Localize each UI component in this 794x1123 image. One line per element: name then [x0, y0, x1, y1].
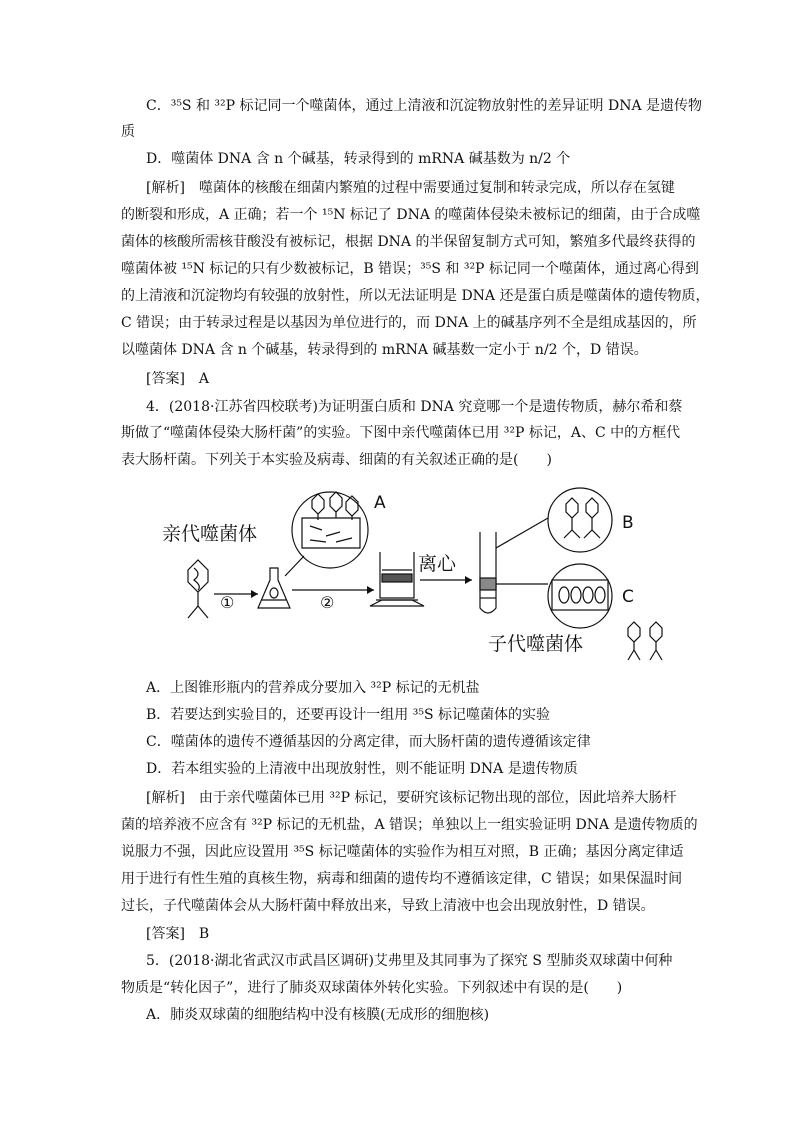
q3-option-c-line2: 质 — [121, 124, 135, 140]
q4-analysis-line: 说服力不强，因此应设置用 ³⁵S 标记噬菌体的实验作为相互对照，B 正确；基因分离定律适 — [121, 844, 684, 860]
q3-analysis-line: 的上清液和沉淀物均有较强的放射性，所以无法证明是 DNA 还是蛋白质是噬菌体的遗传物质， — [121, 288, 710, 304]
q4-option-d: D．若本组实验的上清液中出现放射性，则不能证明 DNA 是遗传物质 — [146, 761, 578, 777]
q3-option-d: D．噬菌体 DNA 含 n 个碱基，转录得到的 mRNA 碱基数为 n/2 个 — [146, 151, 571, 167]
step1-label: ① — [220, 593, 235, 612]
q4-analysis-line: 过长，子代噬菌体会从大肠杆菌中释放出来，导致上清液中也会出现放射性，D 错误。 — [121, 898, 655, 914]
q3-analysis-line: C 错误；由于转录过程是以基因为单位进行的，而 DNA 上的碱基序列不全是组成基因的，所 — [121, 315, 697, 331]
q4-stem-line: 表大肠杆菌。下列关于本实验及病毒、细菌的有关叙述正确的是( ) — [121, 452, 552, 468]
q3-answer: [答案] A — [146, 371, 210, 387]
step2-label: ② — [320, 593, 335, 612]
offspring-phage-icon — [628, 622, 662, 660]
parent-phage-label: 亲代噬菌体 — [162, 523, 258, 545]
arrow-step2-head — [367, 586, 374, 594]
q5-option-a: A．肺炎双球菌的细胞结构中没有核膜(无成形的细胞核) — [146, 1007, 490, 1023]
beaker-icon — [370, 552, 424, 606]
offspring-phage-label: 子代噬菌体 — [488, 633, 584, 655]
q3-analysis-line: 菌体的核酸所需核苷酸没有被标记，根据 DNA 的半保留复制方式可知，繁殖多代最终获得的 — [121, 234, 696, 250]
label-a: A — [374, 493, 386, 513]
q4-answer: [答案] B — [146, 926, 210, 942]
supernatant-closeup-b — [548, 488, 612, 552]
parent-phage-icon — [188, 560, 208, 618]
q4-option-a: A．上图锥形瓶内的营养成分要加入 ³²P 标记的无机盐 — [146, 680, 480, 696]
q3-analysis-line: 的断裂和形成，A 正确；若一个 ¹⁵N 标记了 DNA 的噬菌体侵染未被标记的细菌，由于合成噬 — [121, 207, 701, 223]
q3-analysis-line: 以噬菌体 DNA 含 n 个碱基，转录得到的 mRNA 碱基数一定小于 n/2 个，D 错误。 — [121, 342, 648, 358]
arrow-centrifuge-head — [465, 576, 472, 584]
label-c: C — [622, 587, 634, 607]
sediment-closeup-c — [548, 564, 612, 628]
q5-stem-line: 物质是“转化因子”，进行了肺炎双球菌体外转化实验。下列叙述中有误的是( ) — [121, 980, 623, 996]
q4-analysis-line: [解析] 由于亲代噬菌体已用 ³²P 标记，要研究该标记物出现的部位，因此培养大肠杆 — [146, 790, 677, 806]
q3-analysis-line: 噬菌体被 ¹⁵N 标记的只有少数被标记，B 错误；³⁵S 和 ³²P 标记同一个噬菌体，通过离心得到 — [121, 261, 699, 277]
q4-stem-line: 4．(2018·江苏省四校联考)为证明蛋白质和 DNA 究竟哪一个是遗传物质，赫尔希和蔡 — [146, 399, 683, 415]
q4-option-c: C．噬菌体的遗传不遵循基因的分离定律，而大肠杆菌的遗传遵循该定律 — [146, 734, 591, 750]
flask-icon — [258, 568, 290, 608]
arrow-to-b — [496, 518, 548, 548]
q3-analysis-line: [解析] 噬菌体的核酸在细菌内繁殖的过程中需要通过复制和转录完成，所以存在氢键 — [146, 180, 675, 196]
q5-stem-line: 5．(2018·湖北省武汉市武昌区调研)艾弗里及其同事为了探究 S 型肺炎双球菌中何种 — [146, 953, 673, 969]
bacteria-closeup-a — [285, 492, 368, 576]
q4-option-b: B．若要达到实验目的，还要再设计一组用 ³⁵S 标记噬菌体的实验 — [146, 707, 551, 723]
q4-stem-line: 斯做了“噬菌体侵染大肠杆菌”的实验。下图中亲代噬菌体已用 ³²P 标记，A、C 中的方框代 — [121, 425, 681, 441]
q4-analysis-line: 用于进行有性生殖的真核生物，病毒和细菌的遗传均不遵循该定律，C 错误；如果保温时间 — [121, 871, 683, 887]
centrifuge-label: 离心 — [418, 553, 457, 575]
phage-infection-diagram — [150, 478, 670, 668]
q3-option-c-line1: C．³⁵S 和 ³²P 标记同一个噬菌体，通过上清液和沉淀物放射性的差异证明 DNA 是遗传物 — [146, 98, 703, 114]
q4-analysis-line: 菌的培养液不应含有 ³²P 标记的无机盐，A 错误；单独以上一组实验证明 DNA 是遗传物质的 — [121, 817, 698, 833]
test-tube-icon — [480, 532, 496, 613]
arrow-step1-head — [251, 590, 258, 598]
label-b: B — [622, 513, 634, 533]
